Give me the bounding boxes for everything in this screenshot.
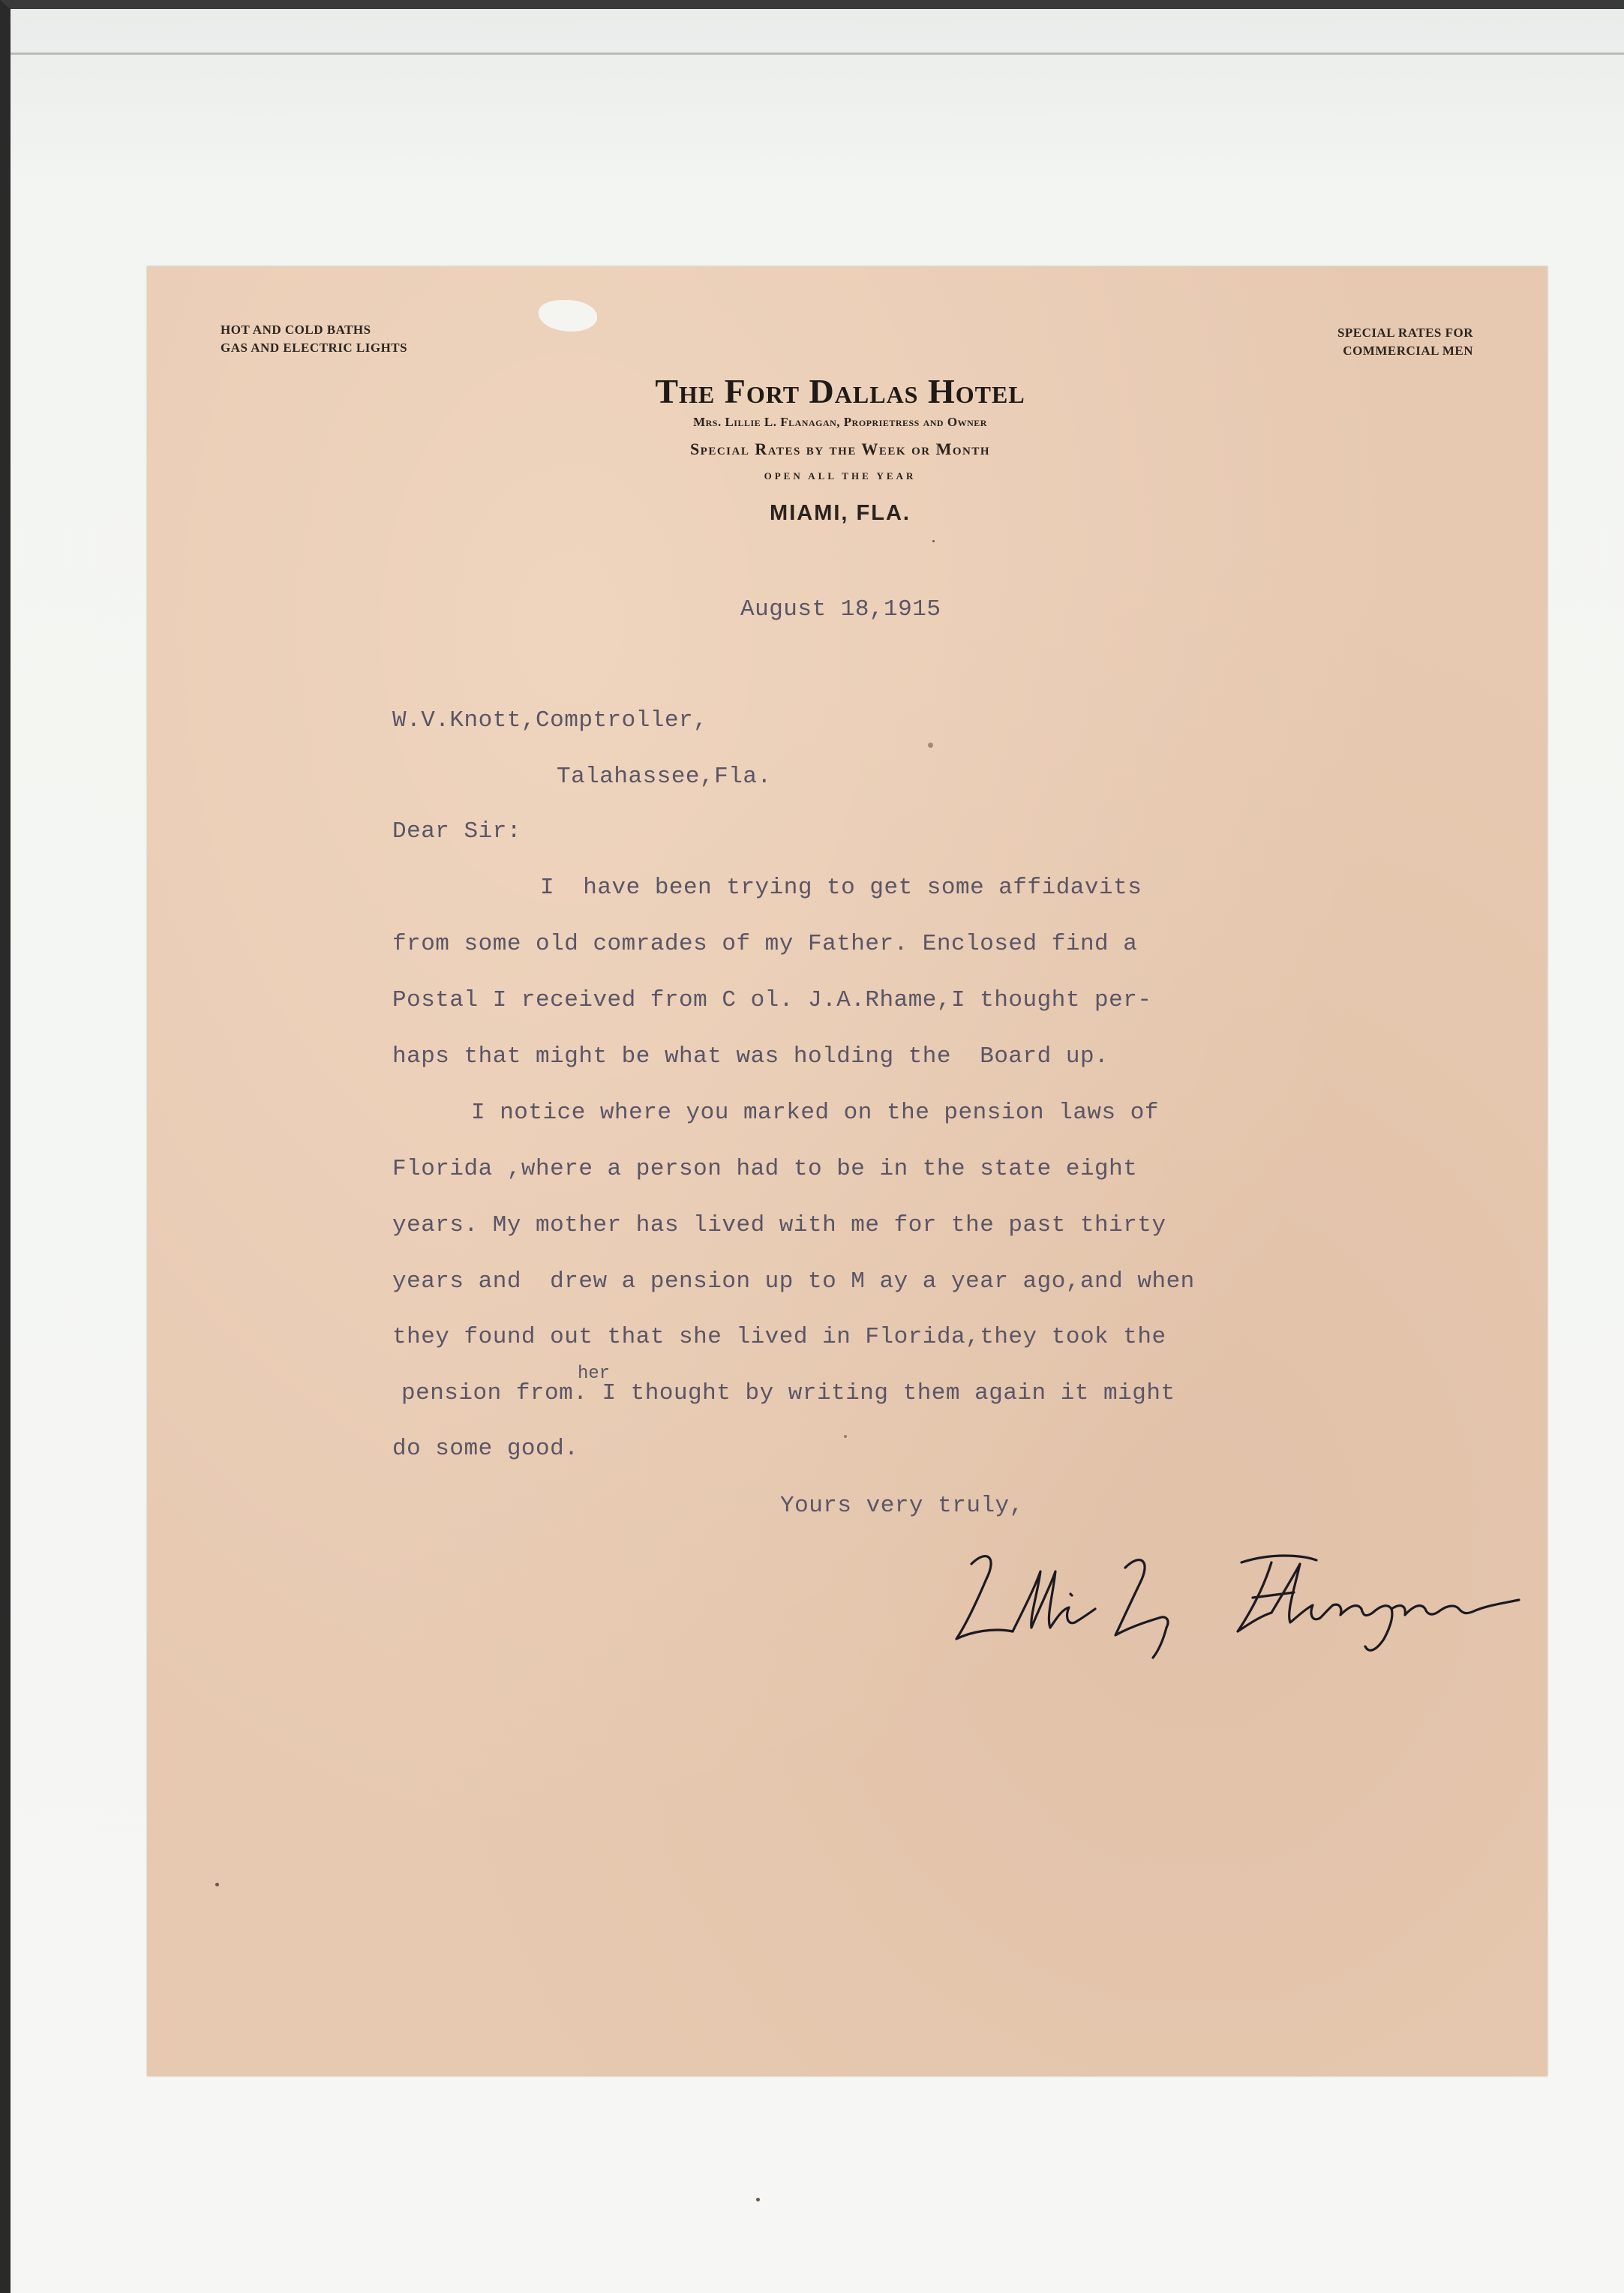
hotel-city: MIAMI, FLA. — [770, 501, 911, 525]
salutation: Dear Sir: — [392, 818, 521, 845]
paper-speck — [932, 540, 935, 542]
body-line: they found out that she lived in Florida,they took the — [392, 1324, 1166, 1350]
body-line: years and drew a pension up to M ay a year ago,and when — [392, 1268, 1195, 1295]
body-line: I notice where you marked on the pension laws of — [471, 1100, 1159, 1126]
body-line: pension from. I thought by writing them again it might — [401, 1380, 1175, 1406]
body-line: Postal I received from C ol. J.A.Rhame,I thought per- — [392, 987, 1152, 1013]
body-line: do some good. — [392, 1436, 579, 1462]
recipient-name: W.V.Knott,Comptroller, — [392, 707, 708, 734]
open-all-year-line: OPEN ALL THE YEAR — [764, 470, 917, 482]
commercial-rates-line2: COMMERCIAL MEN — [1343, 344, 1473, 358]
handwritten-signature — [941, 1534, 1526, 1661]
letterhead-amenities — [221, 321, 407, 357]
body-line: haps that might be what was holding the Board up. — [392, 1043, 1109, 1070]
amenity-lights: GAS AND ELECTRIC LIGHTS — [221, 341, 408, 355]
scanner-edge-rule — [11, 53, 1624, 55]
body-line: Florida ,where a person had to be in the state eight — [392, 1156, 1138, 1182]
amenity-baths: HOT AND COLD BATHS — [221, 323, 371, 337]
body-line: years. My mother has lived with me for the past thirty — [392, 1212, 1166, 1238]
paper-speck — [756, 2198, 760, 2201]
closing: Yours very truly, — [780, 1493, 1024, 1519]
paper-speck — [844, 1435, 847, 1438]
body-line: I have been trying to get some affidavits — [540, 875, 1142, 901]
letterhead-commercial-rates — [1271, 324, 1473, 360]
typed-insertion: her — [578, 1364, 611, 1384]
proprietress-line: Mrs. Lillie L. Flanagan, Proprietress and Owner — [693, 415, 987, 429]
paper-speck — [215, 1883, 219, 1886]
letter-date: August 18,1915 — [740, 596, 941, 623]
hotel-name: The Fort Dallas Hotel — [655, 372, 1025, 410]
body-line: from some old comrades of my Father. Enclosed find a — [392, 931, 1138, 957]
recipient-city: Talahassee,Fla. — [557, 764, 772, 790]
rates-line: Special Rates by the Week or Month — [689, 440, 991, 458]
commercial-rates-line1: SPECIAL RATES FOR — [1337, 326, 1473, 340]
paper-speck — [928, 743, 933, 748]
